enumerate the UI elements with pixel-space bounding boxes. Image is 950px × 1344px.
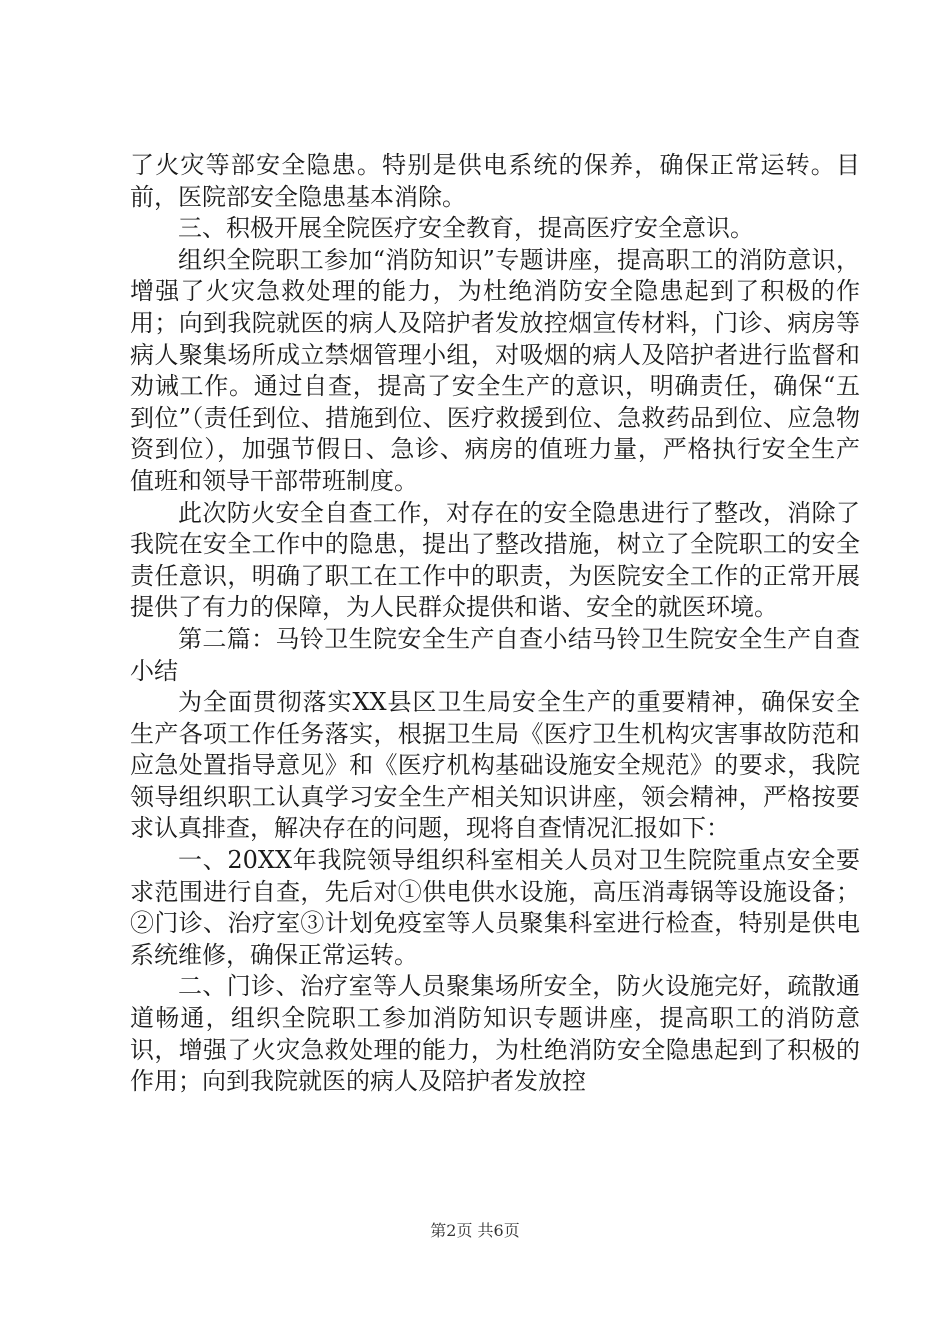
document-body	[130, 150, 860, 1098]
paragraph-2: 三、积极开展全院医疗安全教育，提高医疗安全意识。	[178, 214, 754, 243]
paragraph-3: 组织全院职工参加“消防知识”专题讲座，提高职工的消防意识，增强了火灾急救处理的能力，为杜绝消防安全隐患起到了积极的作用；向到我院就医的病人及陪护者发放控烟宣传材料，门诊、病房等病人聚集场所成立禁烟管理小组，对吸烟的病人及陪护者进行监督和劝诫工作。通过自查，提高了安全生产的意识，明确责任，确保“五到位”（责任到位、措施到位、医疗救援到位、急救药品到位、应急物资到位），加强节假日、急诊、病房的值班力量，严格执行安全生产值班和领导干部带班制度。	[130, 245, 860, 495]
paragraph-4: 此次防火安全自查工作，对存在的安全隐患进行了整改，消除了我院在安全工作中的隐患，提出了整改措施，树立了全院职工的安全责任意识，明确了职工在工作中的职责，为医院安全工作的正常开展提供了有力的保障，为人民群众提供和谐、安全的就医环境。	[130, 498, 860, 622]
paragraph-6: 为全面贯彻落实XX县区卫生局安全生产的重要精神，确保安全生产各项工作任务落实，根据卫生局《医疗卫生机构灾害事故防范和应急处置指导意见》和《医疗机构基础设施安全规范》的要求，我院领导组织职工认真学习安全生产相关知识讲座，领会精神，严格按要求认真排查，解决存在的问题，现将自查情况汇报如下：	[130, 688, 860, 843]
section-heading-second-article: 第二篇：马铃卫生院安全生产自查小结马铃卫生院安全生产自查小结	[130, 624, 860, 685]
page-number-footer: 第2页 共6页	[430, 1221, 520, 1240]
paragraph-8: 二、门诊、治疗室等人员聚集场所安全，防火设施完好，疏散通道畅通，组织全院职工参加消防知识专题讲座，提高职工的消防意识，增强了火灾急救处理的能力，为杜绝消防安全隐患起到了积极的作用；向到我院就医的病人及陪护者发放控	[130, 972, 860, 1096]
paragraph-1: 了火灾等部安全隐患。特别是供电系统的保养，确保正常运转。目前，医院部安全隐患基本消除。	[130, 151, 860, 211]
paragraph-7: 一、20XX年我院领导组织科室相关人员对卫生院院重点安全要求范围进行自查，先后对①供电供水设施，高压消毒锅等设施设备；②门诊、治疗室③计划免疫室等人员聚集科室进行检查，特别是供电系统维修，确保正常运转。	[130, 846, 860, 969]
